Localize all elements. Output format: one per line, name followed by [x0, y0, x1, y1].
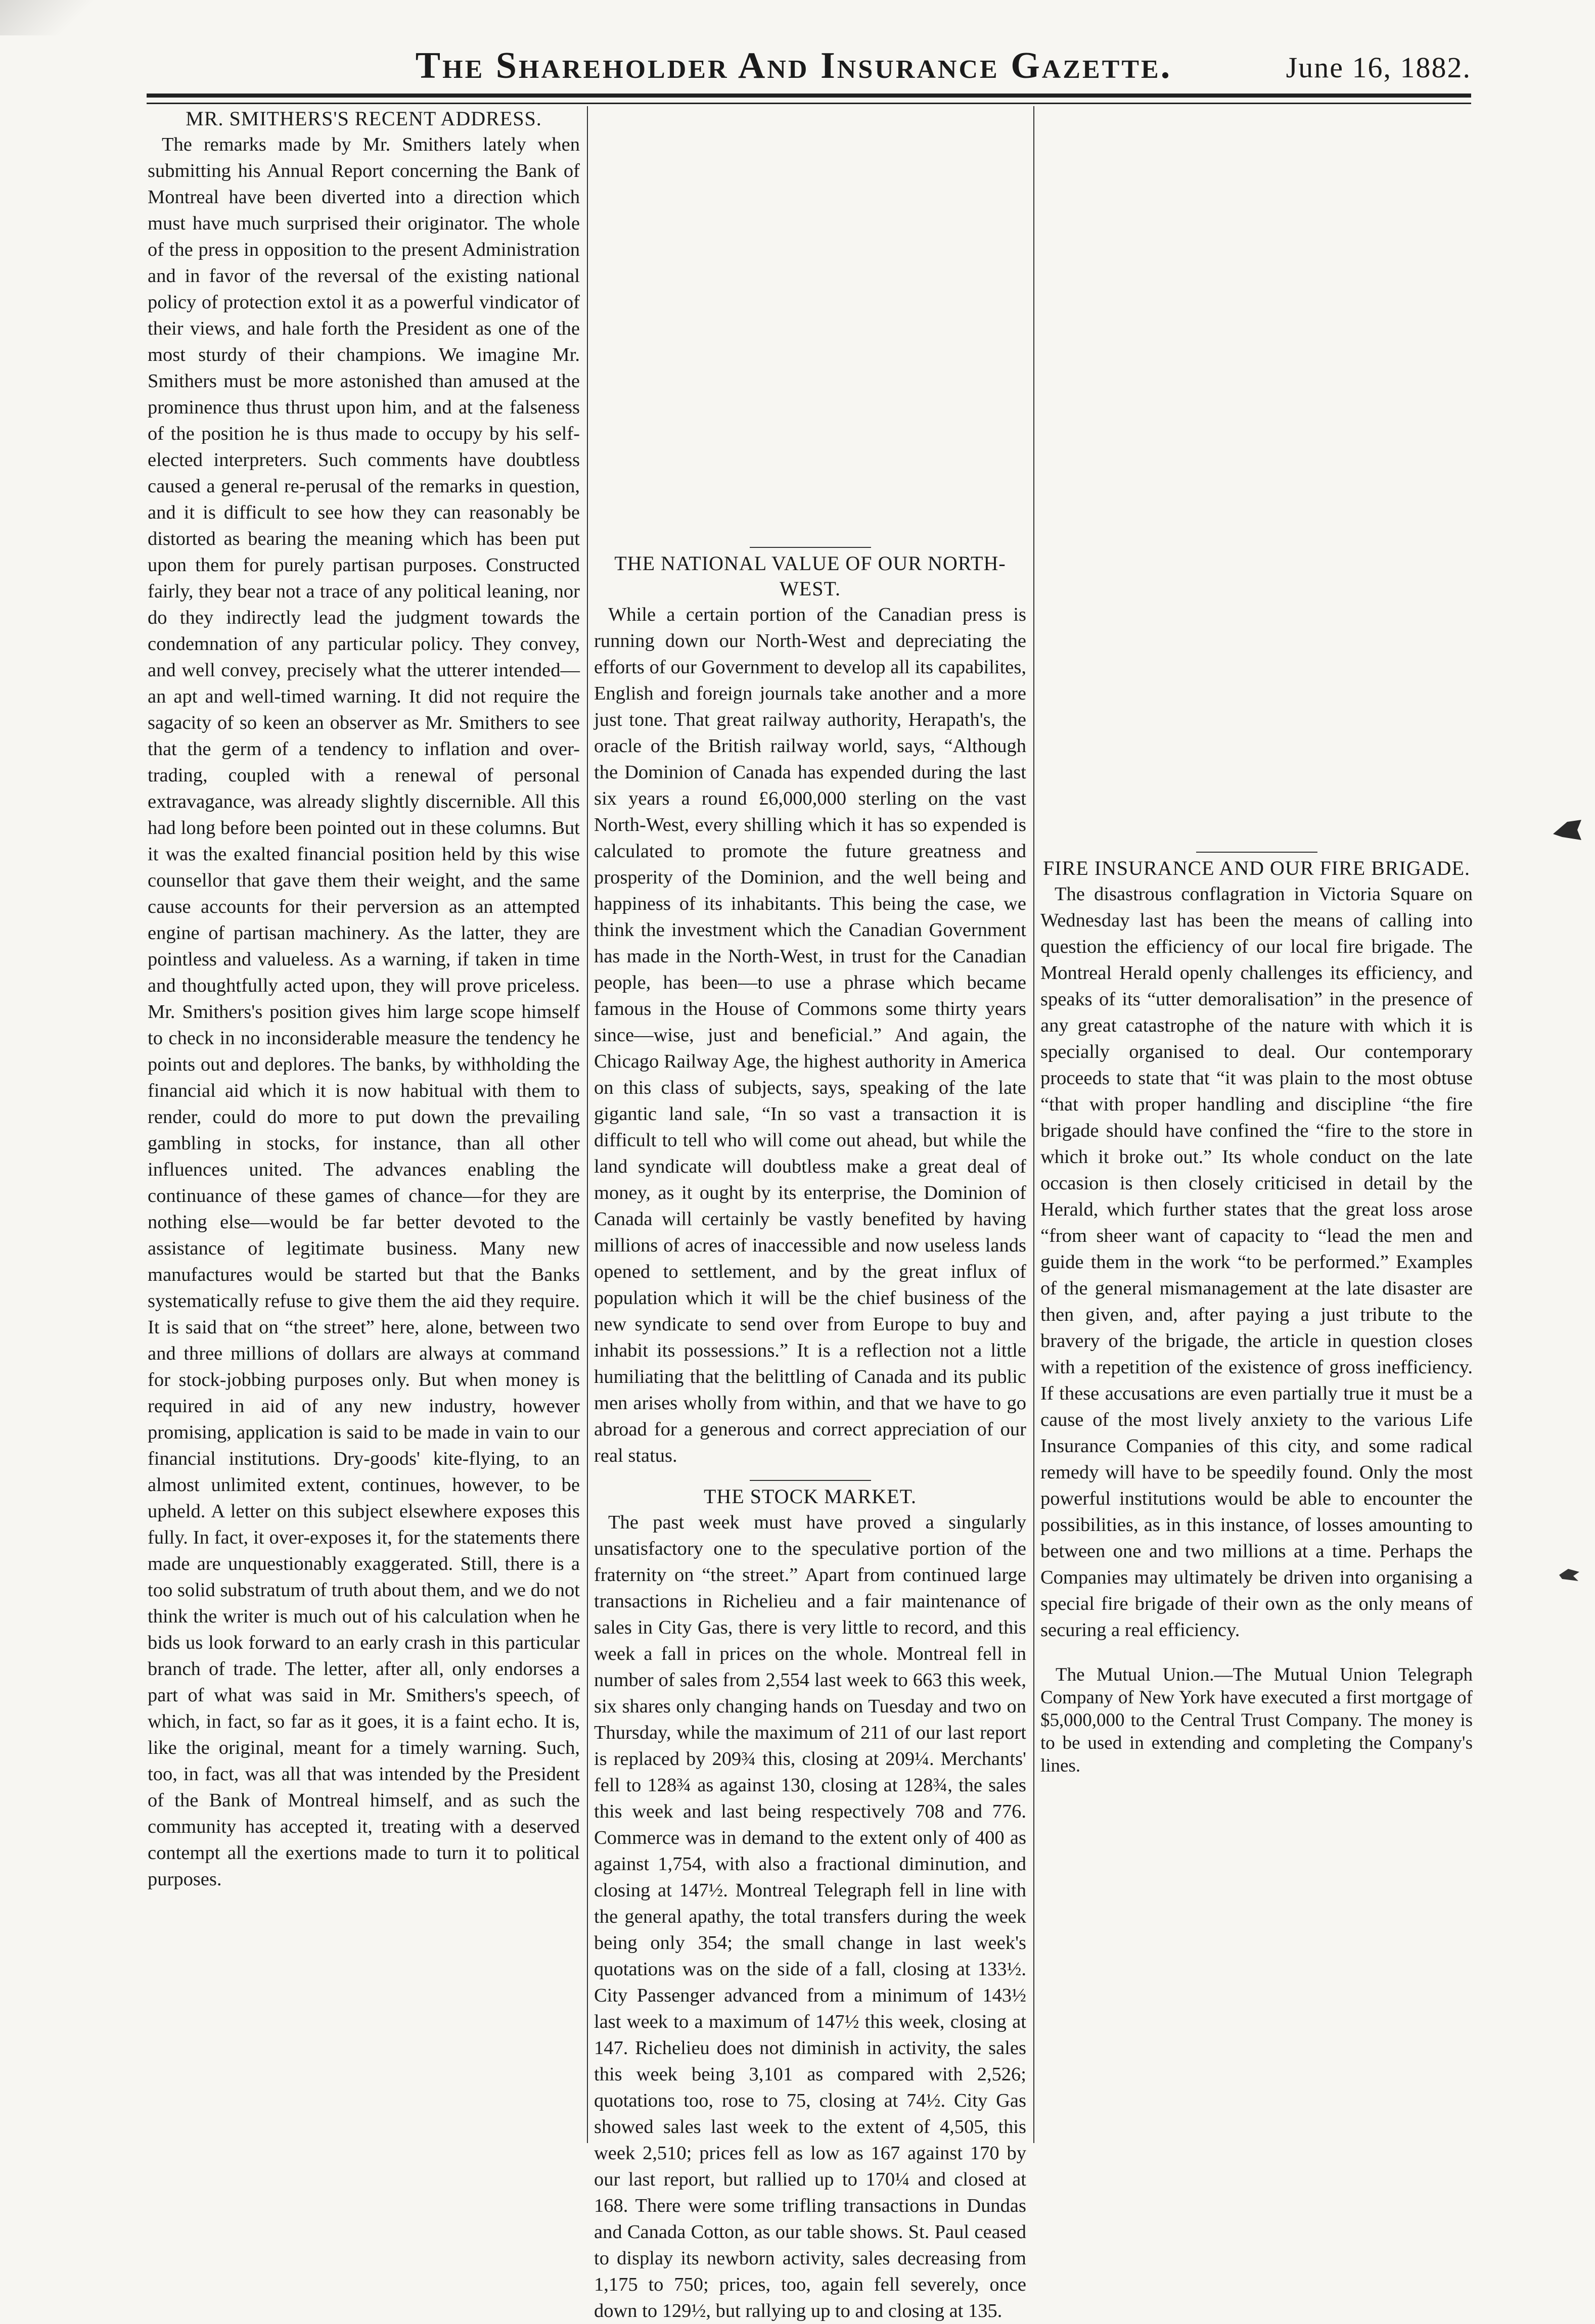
column-1: [148, 106, 580, 2148]
heading-rule: [750, 1480, 871, 1481]
masthead: [147, 44, 1471, 100]
issue-date: June 16, 1882.: [1286, 51, 1471, 84]
article-heading-smithers: MR. SMITHERS'S RECENT ADDRESS.: [186, 107, 542, 130]
article-heading-northwest: THE NATIONAL VALUE OF OUR NORTH-WEST.: [614, 552, 1006, 600]
scan-corner-shading: [0, 0, 101, 35]
article-body-northwest: While a certain portion of the Canadian press is running down our North-West and depreciating the efforts of our Government to develop all its capabilites, English and foreign journals take another and a more just tone. That great railway authority, Herapath's, the oracle of the British railway world, says, “Although the Dominion of Canada has expended during the last six years a round £6,000,000 sterling on the vast North-West, every shilling which it has so expended is calculated to promote the future greatness and prosperity of the Dominion, and the well being and happiness of its inhabitants. This being the case, we think the investment which the Canadian Government has made in the North-West, in trust for the Canadian people, has been—to use a phrase which became famous in the House of Commons some thirty years since—wise, just and beneficial.” And again, the Chicago Railway Age, the highest authority in America on this class of subjects, says, speaking of the late gigantic land sale, “In so vast a transaction it is difficult to tell who will come out ahead, but while the land syndicate will doubtless make a great deal of money, as it ought by its enterprise, the Dominion of Canada will certainly be vastly benefited by having millions of acres of inaccessible and now useless lands opened to settlement, and by the great influx of population which it will be the chief business of the new syndicate to send over from Europe to buy and inhabit its possessions.” It is a reflection not a little humiliating that the belittling of Canada and its public men arises wholly from within, and that we have to go abroad for a generous and correct appreciation of our real status.: [594, 604, 1026, 1466]
newspaper-title: The Shareholder And Insurance Gazette.: [415, 45, 1172, 86]
scan-smudge: [1552, 819, 1582, 841]
column-divider: [587, 106, 588, 2143]
heading-rule: [750, 547, 871, 548]
scan-smudge: [1558, 1567, 1580, 1582]
column-3: [1040, 106, 1473, 2148]
article-body-stock-market: The past week must have proved a singularly unsatisfactory one to the speculative portion of the fraternity on “the street.” Apart from continued large transactions in Richelieu and a fair maintenance of sales in City Gas, there is very little to record, and this week a fall in prices on the whole. Montreal fell in number of sales from 2,554 last week to 663 this week, six shares only changing hands on Tuesday and two on Thursday, while the maximum of 211 of our last report is replaced by 209¾ this, closing at 209¼. Merchants' fell to 128¾ as against 130, closing at 128¾, the sales this week and last being respectively 708 and 776. Commerce was in demand to the extent only of 400 as against 1,754, with also a fractional diminution, and closing at 147½. Montreal Telegraph fell in line with the general apathy, the total transfers during the week being only 354; the small change in last week's quotations was on the side of a fall, closing at 133½. City Passenger advanced from a minimum of 143½ last week to a maximum of 147½ this week, closing at 147. Richelieu does not diminish in activity, the sales this week being 3,101 as compared with 2,526; quotations too, rose to 75, closing at 74½. City Gas showed sales last week to the extent of 4,505, this week 2,510; prices fell as low as 167 against 170 by our last report, but rallied up to 170¼ and closed at 168. There were some trifling transactions in Dundas and Canada Cotton, as our table shows. St. Paul ceased to display its newborn activity, sales decreasing from 1,175 to 750; prices, too, again fell severely, once down to 129½, but rallying up to and closing at 135.: [594, 1512, 1026, 2321]
article-body-smithers: The remarks made by Mr. Smithers lately when submitting his Annual Report concerning the Bank of Montreal have been diverted into a direction which must have much surprised their originator. The whole of the press in opposition to the present Administration and in favor of the reversal of the existing national policy of protection extol it as a powerful vindicator of their views, and hale forth the President as one of the most sturdy of their champions. We imagine Mr. Smithers must be more astonished than amused at the prominence thus thrust upon him, and at the falseness of the position he is thus made to occupy by his self-elected interpreters. Such comments have doubtless caused a general re-perusal of the remarks in question, and it is difficult to see how they can reasonably be distorted as bearing the meaning which has been put upon them for purely partisan purposes. Constructed fairly, they bear not a trace of any political leaning, nor do they indirectly lead the judgment towards the condemnation of any particular policy. They convey, and well convey, precisely what the utterer intended—an apt and well-timed warning. It did not require the sagacity of so keen an observer as Mr. Smithers to see that the germ of a tendency to inflation and over-trading, coupled with a renewal of personal extravagance, was already slightly discernible. All this had long before been pointed out in these columns. But it was the exalted financial position held by this wise counsellor that gave them their weight, and the same cause accounts for their perversion as an attempted engine of partisan machinery. As the latter, they are pointless and valueless. As a warning, if taken in time and thoughtfully acted upon, they will prove priceless. Mr. Smithers's position gives him large scope himself to check in no inconsiderable measure the tendency he points out and deplores. The banks, by withholding the financial aid which it is now habitual with them to render, could do more to put down the prevailing gambling in stocks, for instance, than all other influences united. The advances enabling the continuance of these games of chance—for they are nothing else—would be far better devoted to the assistance of legitimate business. Many new manufactures would be started but that the Banks systematically refuse to give them the aid they require. It is said that on “the street” here, alone, between two and three millions of dollars are always at command for stock-jobbing purposes only. But when money is required in aid of any new industry, however promising, application is said to be made in vain to our financial institutions. Dry-goods' kite-flying, to an almost unlimited extent, continues, however, to be upheld. A letter on this subject elsewhere exposes this fully. In fact, it over-exposes it, for the statements there made are unquestionably exaggerated. Still, there is a too solid substratum of truth about them, and we do not think the writer is much out of his calculation when he bids us look forward to an early crash in this particular branch of trade. The letter, after all, only endorses a part of what was said in Mr. Smithers's speech, of which, in fact, so far as it goes, it is a faint echo. It is, like the original, meant for a timely warning. Such, too, in fact, was all that was intended by the President of the Bank of Montreal himself, and as such the community has accepted it, treating with a deserved contempt all the exertions made to turn it to political purposes.: [148, 134, 580, 1890]
masthead-rule-thick: [147, 94, 1471, 98]
mutual-union-notice: The Mutual Union.—The Mutual Union Telegraph Company of New York have executed a first mortgage of $5,000,000 to the Central Trust Company. The money is to be used in extending and completing the Company's lines.: [1040, 1664, 1473, 1776]
heading-rule: [1196, 852, 1317, 853]
article-heading-fire-brigade: FIRE INSURANCE AND OUR FIRE BRIGADE.: [1043, 857, 1470, 879]
column-divider: [1033, 106, 1034, 2143]
article-heading-stock-market: THE STOCK MARKET.: [703, 1485, 917, 1508]
article-body-fire-brigade: The disastrous conflagration in Victoria Square on Wednesday last has been the means of calling into question the efficiency of our local fire brigade. The Montreal Herald openly challenges its efficiency, and speaks of its “utter demoralisation” in the presence of any great catastrophe of the nature with which it is specially organised to deal. Our contemporary proceeds to state that “it was plain to the most obtuse “that with proper handling and discipline “the fire brigade should have confined the “fire to the store in which it broke out.” Its whole conduct on the late occasion is then closely criticised in detail by the Herald, which further states that the great loss arose “from sheer want of capacity to “lead the men and guide them in the work “to be performed.” Examples of the general mismanagement at the late disaster are then given, and, after paying a just tribute to the bravery of the brigade, the article in question closes with a repetition of the existence of gross inefficiency. If these accusations are even partially true it must be a cause of the most lively anxiety to the various Life Insurance Companies of this city, and some radical remedy will have to be speedily found. Only the most powerful institutions would be able to encounter the possibilities, as in this instance, of losses amounting to between one and two millions at a time. Perhaps the Companies may ultimately be driven into organising a special fire brigade of their own as the only means of securing a real efficiency.: [1040, 884, 1473, 1641]
masthead-rule-thin: [147, 103, 1471, 104]
column-2: [594, 106, 1026, 2321]
